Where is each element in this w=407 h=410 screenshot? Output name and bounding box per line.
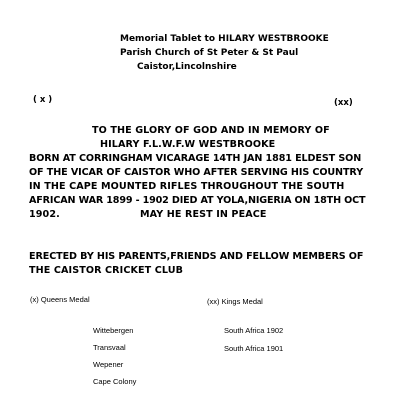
tablet-title: Memorial Tablet to HILARY WESTBROOKE — [120, 34, 329, 44]
kings-medal-label: (xx) Kings Medal — [207, 297, 263, 306]
mark-right: (xx) — [334, 98, 353, 108]
inscription-line-3: BORN AT CORRINGHAM VICARAGE 14TH JAN 1881 ELDEST SON — [29, 153, 362, 164]
church-location: Caistor,Lincolnshire — [137, 62, 237, 72]
inscription-line-4: OF THE VICAR OF CAISTOR WHO AFTER SERVING HIS COUNTRY — [29, 167, 364, 178]
church-name: Parish Church of St Peter & St Paul — [120, 48, 299, 58]
inscription-line-1: TO THE GLORY OF GOD AND IN MEMORY OF — [92, 125, 330, 136]
queens-clasp-3: Wepener — [93, 360, 124, 369]
queens-clasp-4: Cape Colony — [93, 377, 137, 386]
queens-clasp-1: Wittebergen — [93, 326, 134, 335]
inscription-line-6: AFRICAN WAR 1899 - 1902 DIED AT YOLA,NIGERIA ON 18TH OCT — [29, 195, 366, 206]
inscription-line-5: IN THE CAPE MOUNTED RIFLES THROUGHOUT THE SOUTH — [29, 181, 345, 192]
erected-line-1: ERECTED BY HIS PARENTS,FRIENDS AND FELLOW MEMBERS OF — [29, 251, 364, 262]
inscription-line-7: 1902. — [29, 209, 60, 220]
kings-clasp-2: South Africa 1901 — [224, 344, 284, 353]
erected-line-2: THE CAISTOR CRICKET CLUB — [29, 265, 184, 276]
queens-clasp-2: Transvaal — [93, 343, 126, 352]
mark-left: ( x ) — [33, 95, 53, 105]
inscription-line-2: HILARY F.L.W.F.W WESTBROOKE — [100, 139, 276, 150]
kings-clasp-1: South Africa 1902 — [224, 326, 284, 335]
queens-medal-label: (x) Queens Medal — [30, 295, 90, 304]
inscription-line-8: MAY HE REST IN PEACE — [140, 209, 267, 220]
